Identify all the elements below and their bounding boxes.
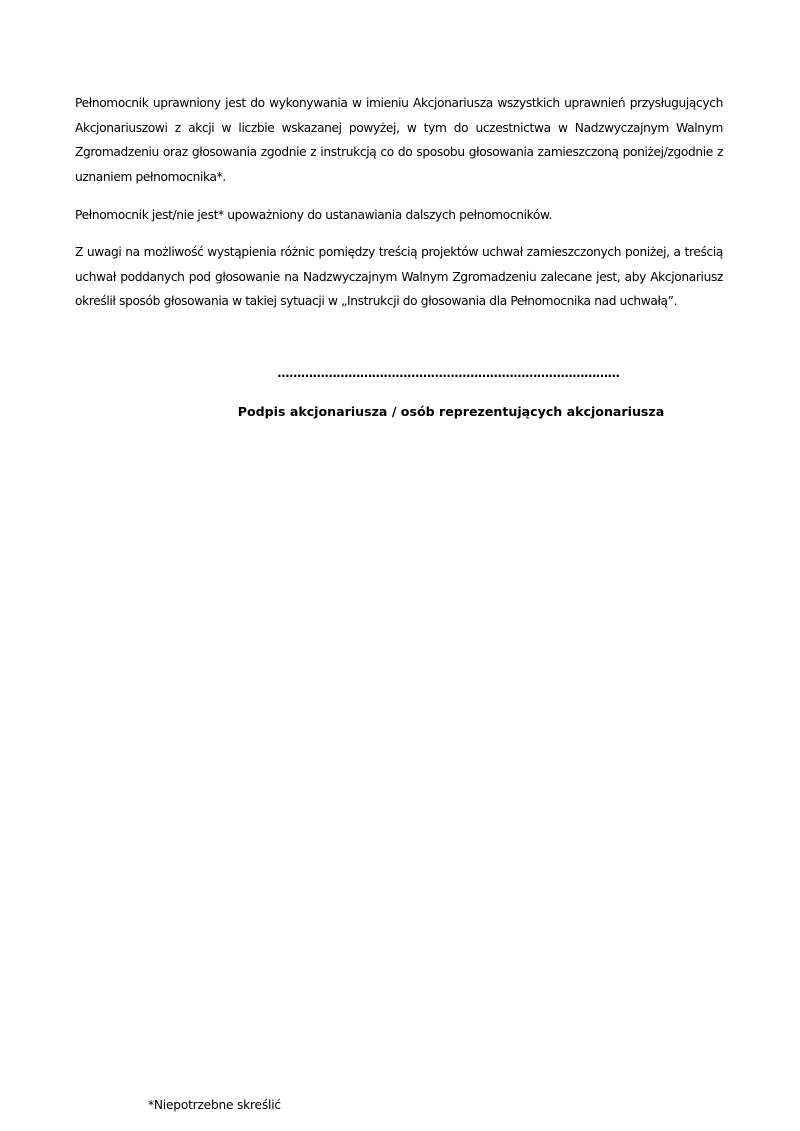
paragraph-further-proxies: Pełnomocnik jest/nie jest* upoważniony do ustanawiania dalszych pełnomocników. [75, 208, 553, 222]
signature-label: Podpis akcjonariusza / osób reprezentujących akcjonariusza [237, 404, 665, 419]
paragraph-proxy-powers: Pełnomocnik uprawniony jest do wykonywania w imieniu Akcjonariusza wszystkich uprawnień przysługujących Akcjonariuszowi z akcji w liczbie wskazanej powyżej, w tym do uczestnictwa w Nadzwyczajnym Walnym Zgromadzeniu oraz głosowania zgodnie z instrukcją co do sposobu głosowania zamieszczoną poniżej/zgodnie z uznaniem pełnomocnika*. [75, 96, 723, 184]
paragraph-voting-instructions: Z uwagi na możliwość wystąpienia różnic pomiędzy treścią projektów uchwał zamieszczonych poniżej, a treścią uchwał poddanych pod głosowanie na Nadzwyczajnym Walnym Zgromadzeniu zalecane jest, aby Akcjonariusz określił sposób głosowania w takiej sytuacji w „Instrukcji do głosowania dla Pełnomocnika nad uchwałą”. [75, 245, 723, 308]
footnote: *Niepotrzebne skreślić [148, 1098, 281, 1112]
signature-line: …………………………………………………………………………… [277, 366, 620, 380]
